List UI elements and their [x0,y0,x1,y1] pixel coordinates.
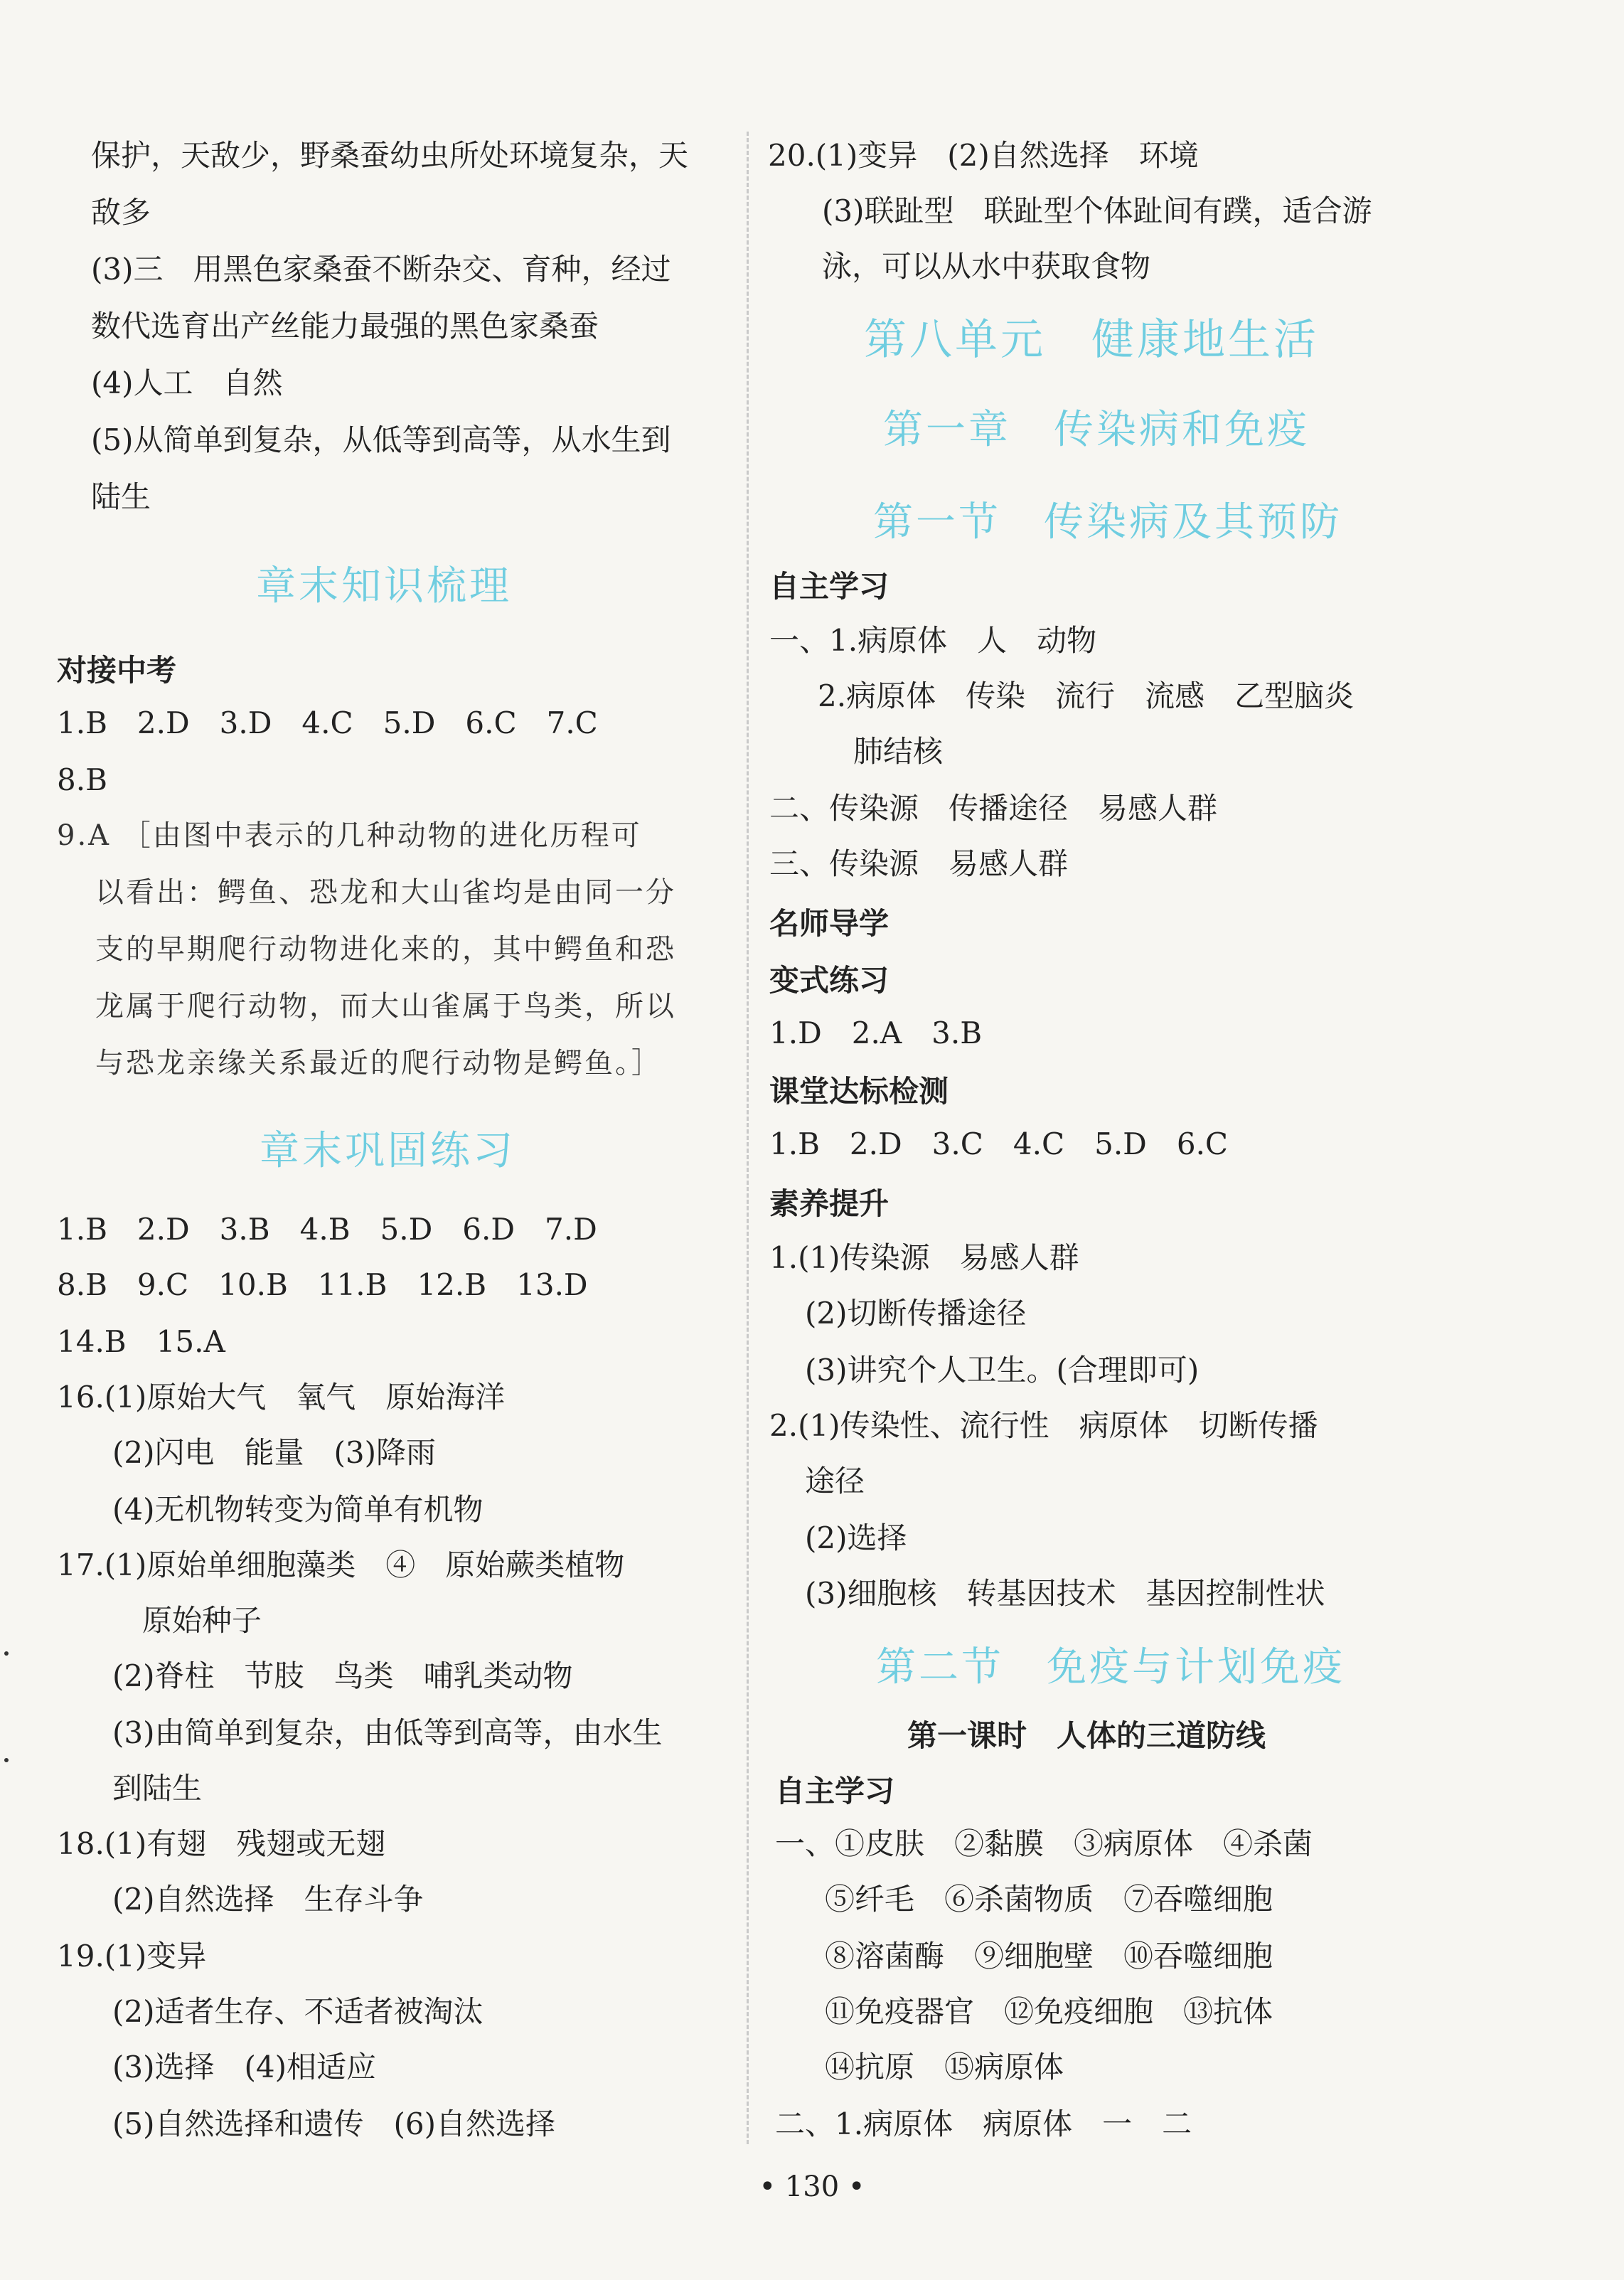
unit-title: 第八单元 健康地生活 [864,315,1319,365]
answer-line: 1.B 2.D 3.C 4.C 5.D 6.C [769,1126,1229,1161]
answer-line: 三、传染源 易感人群 [769,846,1069,881]
answer-line: 17.(1)原始单细胞藻类 ④ 原始蕨类植物 [57,1547,625,1582]
subsection-title: 素养提升 [769,1186,890,1221]
answer-line: 途径 [805,1464,865,1498]
text-line: 敌多 [91,195,151,230]
answer-line: (4)无机物转变为简单有机物 [112,1492,484,1527]
answer-line: 16.(1)原始大气 氧气 原始海洋 [57,1380,506,1415]
subsection-title: 名师导学 [769,906,890,941]
explanation-line: 支的早期爬行动物进化来的，其中鳄鱼和恐 [95,933,676,966]
answer-line: (2)选择 [805,1520,907,1555]
section-title: 第二节 免疫与计划免疫 [876,1644,1345,1690]
answer-line: 2.病原体 传染 流行 流感 乙型脑炎 [818,678,1355,713]
section-heading: 章末知识梳理 [256,563,512,609]
answer-line: 二、1.病原体 病原体 一 二 [775,2106,1192,2141]
answer-line: 到陆生 [112,1771,203,1806]
text-line: 保护，天敌少，野桑蚕幼虫所处环境复杂，天 [91,138,689,173]
answer-line: (2)切断传播途径 [805,1296,1027,1331]
answer-line: 1.D 2.A 3.B [769,1016,983,1050]
answer-line: (3)选择 (4)相适应 [112,2050,376,2084]
answer-line: (2)自然选择 生存斗争 [112,1882,424,1917]
answer-line: 一、①皮肤 ②黏膜 ③病原体 ④杀菌 [775,1826,1313,1861]
answer-line: ⑭抗原 ⑮病原体 [825,2050,1064,2084]
answer-line: ⑪免疫器官 ⑫免疫细胞 ⑬抗体 [825,1994,1273,2029]
page-number: • 130 • [759,2170,865,2203]
margin-mark [4,1651,9,1656]
explanation-line: 以看出：鳄鱼、恐龙和大山雀均是由同一分 [95,876,676,909]
answer-line: 2.(1)传染性、流行性 病原体 切断传播 [769,1408,1318,1443]
answer-line: 1.B 2.D 3.B 4.B 5.D 6.D 7.D [57,1212,597,1247]
answer-line: 二、传染源 传播途径 易感人群 [769,791,1218,826]
answer-line: (3)讲究个人卫生。(合理即可) [805,1353,1200,1387]
explanation-line: 龙属于爬行动物，而大山雀属于鸟类，所以 [95,990,676,1023]
subsection-title: 对接中考 [57,653,177,688]
chapter-title: 第一章 传染病和免疫 [883,407,1310,453]
section-title: 第一节 传染病及其预防 [873,499,1342,545]
lesson-title: 第一课时 人体的三道防线 [907,1718,1266,1753]
section-heading: 章末巩固练习 [260,1128,515,1174]
answer-line: 19.(1)变异 [57,1939,207,1973]
subsection-title: 自主学习 [775,1774,895,1808]
text-line: 陆生 [91,479,151,514]
answer-line: 原始种子 [142,1603,262,1638]
subsection-title: 自主学习 [769,569,890,604]
answer-line: 18.(1)有翅 残翅或无翅 [57,1826,386,1861]
answer-line: (2)适者生存、不适者被淘汰 [112,1994,484,2029]
answer-line: (5)自然选择和遗传 (6)自然选择 [112,2106,555,2141]
explanation-line: 与恐龙亲缘关系最近的爬行动物是鳄鱼。］ [95,1047,662,1080]
answer-line: (3)联趾型 联趾型个体趾间有蹼，适合游 [822,193,1372,228]
answer-line: 8.B 9.C 10.B 11.B 12.B 13.D [57,1267,588,1302]
answer-line: (2)闪电 能量 (3)降雨 [112,1435,436,1470]
text-line: 数代选育出产丝能力最强的黑色家桑蚕 [91,309,599,343]
text-line: (4)人工 自然 [91,366,283,400]
answer-line: (2)脊柱 节肢 鸟类 哺乳类动物 [112,1658,573,1693]
answer-line: (3)细胞核 转基因技术 基因控制性状 [805,1576,1325,1611]
answer-line: 泳，可以从水中获取食物 [822,249,1151,284]
column-divider [747,132,749,2144]
subsection-title: 课堂达标检测 [769,1074,949,1109]
answer-line: (3)由简单到复杂，由低等到高等，由水生 [112,1715,663,1750]
explanation-line: 9.A ［由图中表示的几种动物的进化历程可 [57,819,642,852]
answer-line: 14.B 15.A [57,1324,225,1359]
answer-line: 1.(1)传染源 易感人群 [769,1240,1079,1275]
answer-line: 8.B [57,762,107,797]
answer-line: 肺结核 [853,734,944,769]
text-line: (5)从简单到复杂，从低等到高等，从水生到 [91,422,671,457]
text-line: (3)三 用黑色家桑蚕不断杂交、育种，经过 [91,252,671,287]
subsection-title: 变式练习 [769,963,890,998]
answer-line: 20.(1)变异 (2)自然选择 环境 [768,138,1199,173]
answer-line: ⑤纤毛 ⑥杀菌物质 ⑦吞噬细胞 [825,1882,1273,1917]
margin-mark [4,1758,9,1762]
answer-line: 一、1.病原体 人 动物 [769,623,1097,658]
answer-line: ⑧溶菌酶 ⑨细胞壁 ⑩吞噬细胞 [825,1939,1273,1973]
answer-line: 1.B 2.D 3.D 4.C 5.D 6.C 7.C [57,705,598,740]
